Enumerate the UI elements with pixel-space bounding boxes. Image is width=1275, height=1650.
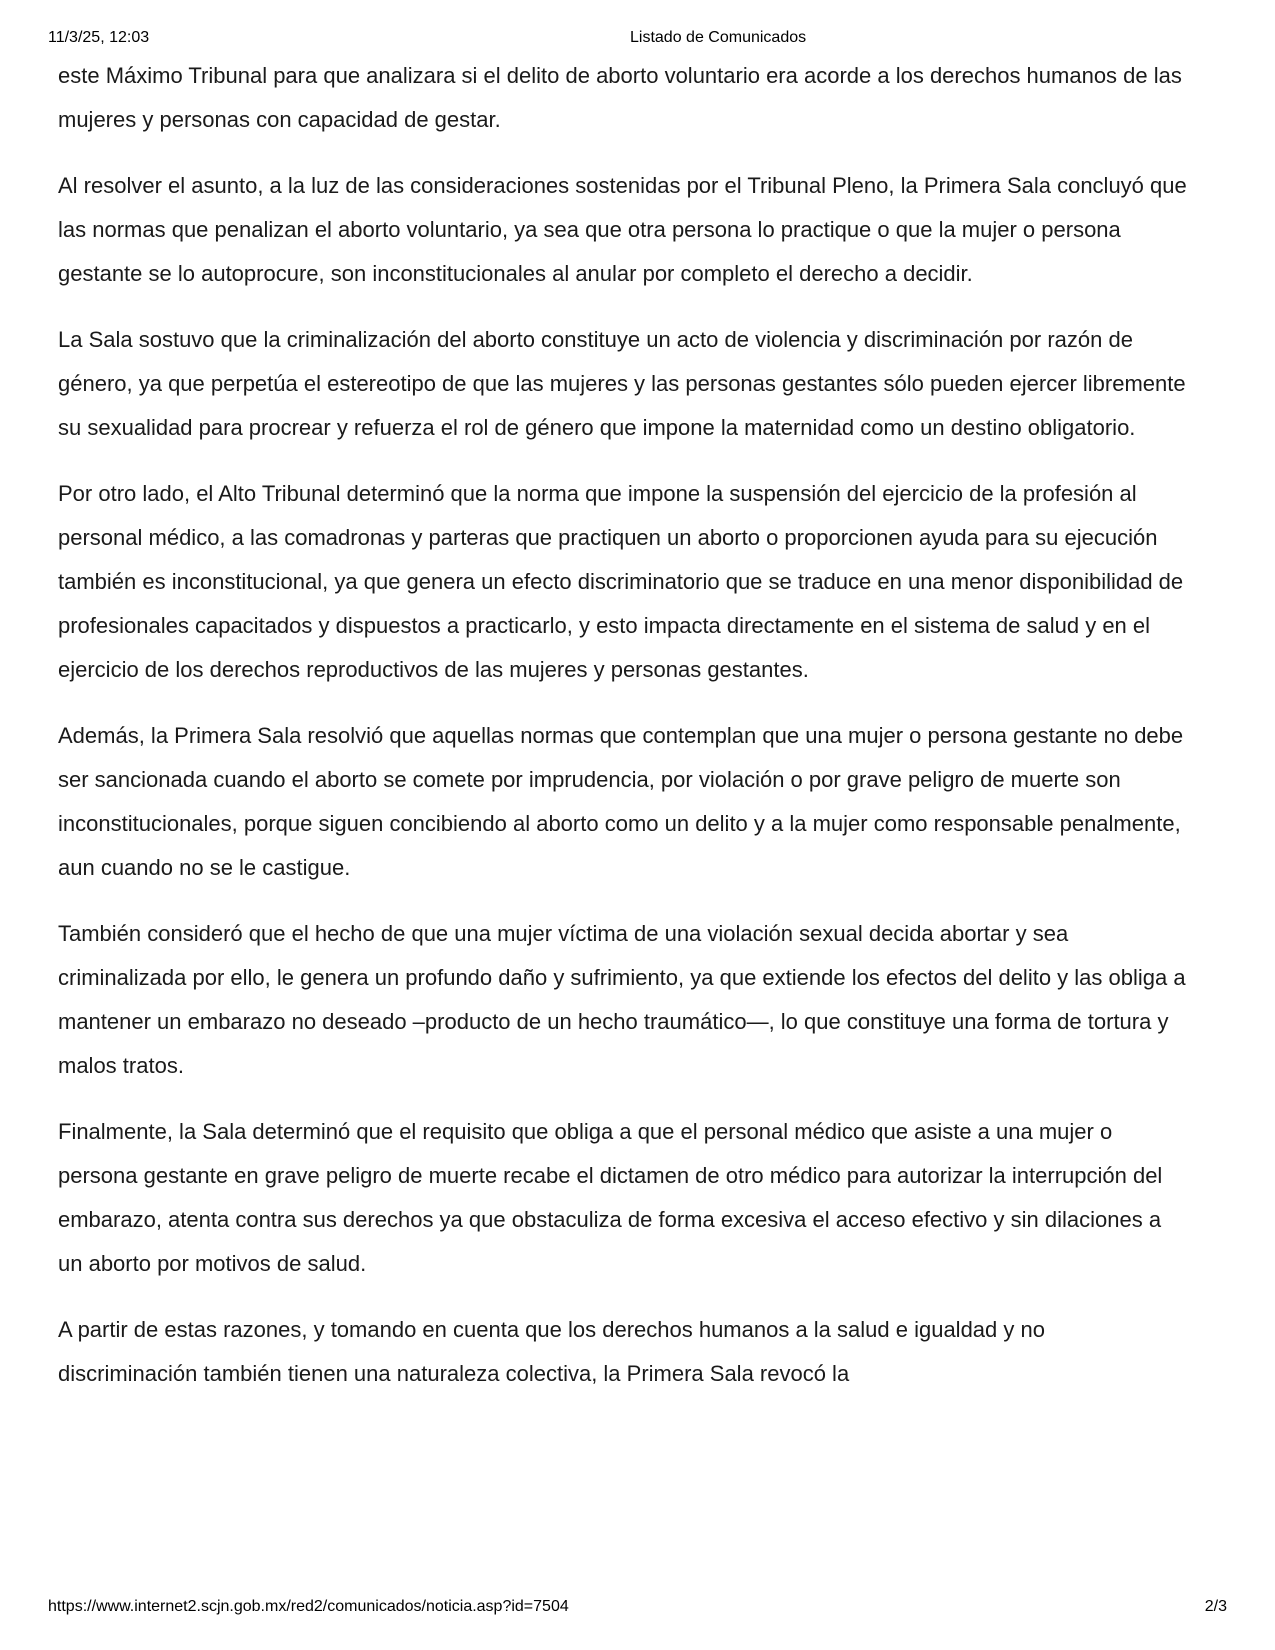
document-title: Listado de Comunicados: [630, 29, 807, 46]
paragraph: Por otro lado, el Alto Tribunal determinó que la norma que impone la suspensión del ejercicio de la profesión al personal médico, a las comadronas y parteras que practiquen un aborto o proporcionen ayuda para su ejecución también es inconstitucional, ya que genera un efecto discriminatorio que se traduce en una menor disponibilidad de profesionales capacitados y dispuestos a practicarlo, y esto impacta directamente en el sistema de salud y en el ejercicio de los derechos reproductivos de las mujeres y personas gestantes.: [58, 481, 1184, 682]
print-footer: [48, 1598, 1227, 1618]
paragraph: A partir de estas razones, y tomando en cuenta que los derechos humanos a la salud e igualdad y no discriminación también tienen una naturaleza colectiva, la Primera Sala revocó la: [58, 1317, 1045, 1386]
paragraph: Al resolver el asunto, a la luz de las consideraciones sostenidas por el Tribunal Pleno, la Primera Sala concluyó que las normas que penalizan el aborto voluntario, ya sea que otra persona lo practique o que la mujer o persona gestante se lo autoprocure, son inconstitucionales al anular por completo el derecho a decidir.: [58, 173, 1187, 286]
print-header: [48, 29, 1227, 49]
source-url: https://www.internet2.scjn.gob.mx/red2/comunicados/noticia.asp?id=7504: [48, 1598, 569, 1615]
paragraph: La Sala sostuvo que la criminalización del aborto constituye un acto de violencia y discriminación por razón de género, ya que perpetúa el estereotipo de que las mujeres y las personas gestantes sólo pueden ejercer libremente su sexualidad para procrear y refuerza el rol de género que impone la maternidad como un destino obligatorio.: [58, 327, 1186, 440]
paragraph: Además, la Primera Sala resolvió que aquellas normas que contemplan que una mujer o persona gestante no debe ser sancionada cuando el aborto se comete por imprudencia, por violación o por grave peligro de muerte son inconstitucionales, porque siguen concibiendo al aborto como un delito y a la mujer como responsable penalmente, aun cuando no se le castigue.: [58, 723, 1184, 880]
print-datetime: 11/3/25, 12:03: [48, 29, 150, 46]
paragraph: Finalmente, la Sala determinó que el requisito que obliga a que el personal médico que asiste a una mujer o persona gestante en grave peligro de muerte recabe el dictamen de otro médico para autorizar la interrupción del embarazo, atenta contra sus derechos ya que obstaculiza de forma excesiva el acceso efectivo y sin dilaciones a un aborto por motivos de salud.: [58, 1119, 1163, 1276]
paragraph: este Máximo Tribunal para que analizara si el delito de aborto voluntario era acorde a los derechos humanos de las mujeres y personas con capacidad de gestar.: [58, 63, 1182, 132]
page-number-indicator: 2/3: [1204, 1598, 1227, 1615]
paragraph: También consideró que el hecho de que una mujer víctima de una violación sexual decida abortar y sea criminalizada por ello, le genera un profundo daño y sufrimiento, ya que extiende los efectos del delito y las obliga a mantener un embarazo no deseado –producto de un hecho traumático—, lo que constituye una forma de tortura y malos tratos.: [58, 921, 1186, 1078]
document-body: [58, 54, 1188, 1418]
